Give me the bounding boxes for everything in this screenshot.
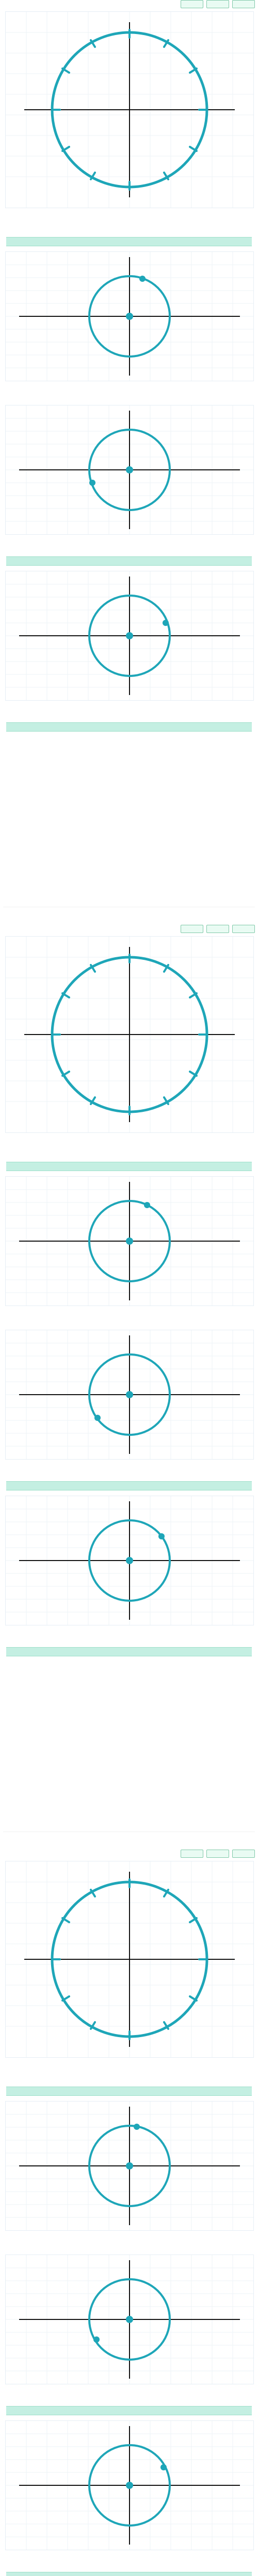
third-coordinate-plot-panel [5, 1496, 254, 1625]
unit-circle-svg [6, 937, 253, 1132]
coordinate-plot-svg [6, 2102, 253, 2230]
second-coordinate-plot-panel [5, 405, 254, 535]
third-coordinate-plot-svg [6, 1496, 253, 1625]
third-coordinate-plot-panel [5, 2420, 254, 2550]
toolbar-button[interactable] [206, 0, 229, 8]
exercise-block [0, 1850, 258, 2576]
unit-circle-panel [5, 1861, 254, 2058]
answer-strip [6, 2572, 252, 2576]
exercise-toolbar [181, 0, 255, 8]
second-coordinate-plot-svg [6, 2255, 253, 2384]
exercise-block [0, 925, 258, 1837]
coordinate-plot-panel [5, 1176, 254, 1306]
answer-strip [6, 1162, 252, 1171]
second-coordinate-plot-panel [5, 2255, 254, 2384]
answer-strip [6, 1481, 252, 1490]
answer-strip [6, 2087, 252, 2096]
exercise-header [3, 0, 255, 9]
unit-circle-panel [5, 11, 254, 208]
coordinate-plot-panel [5, 2101, 254, 2231]
toolbar-button[interactable] [232, 0, 255, 8]
third-coordinate-plot-panel [5, 571, 254, 701]
toolbar-button[interactable] [232, 1850, 255, 1858]
toolbar-button[interactable] [181, 925, 203, 933]
second-coordinate-plot-svg [6, 1330, 253, 1459]
answer-strip [6, 237, 252, 246]
second-coordinate-plot-panel [5, 1330, 254, 1460]
answer-strip [6, 2406, 252, 2415]
toolbar-button[interactable] [232, 925, 255, 933]
unit-circle-svg [6, 1861, 253, 2057]
toolbar-button[interactable] [181, 0, 203, 8]
third-coordinate-plot-svg [6, 571, 253, 700]
exercise-header [3, 1850, 255, 1859]
second-coordinate-plot-svg [6, 405, 253, 534]
unit-circle-svg [6, 12, 253, 208]
unit-circle-panel [5, 936, 254, 1133]
coordinate-plot-panel [5, 251, 254, 381]
toolbar-button[interactable] [181, 1850, 203, 1858]
coordinate-plot-svg [6, 252, 253, 381]
third-coordinate-plot-svg [6, 2421, 253, 2550]
answer-strip [6, 722, 252, 732]
exercise-block [0, 0, 258, 912]
exercise-header [3, 925, 255, 934]
coordinate-plot-svg [6, 1177, 253, 1306]
answer-strip [6, 556, 252, 566]
answer-strip [6, 1647, 252, 1656]
toolbar-button[interactable] [206, 1850, 229, 1858]
exercise-toolbar [181, 925, 255, 933]
toolbar-button[interactable] [206, 925, 229, 933]
exercise-toolbar [181, 1850, 255, 1858]
